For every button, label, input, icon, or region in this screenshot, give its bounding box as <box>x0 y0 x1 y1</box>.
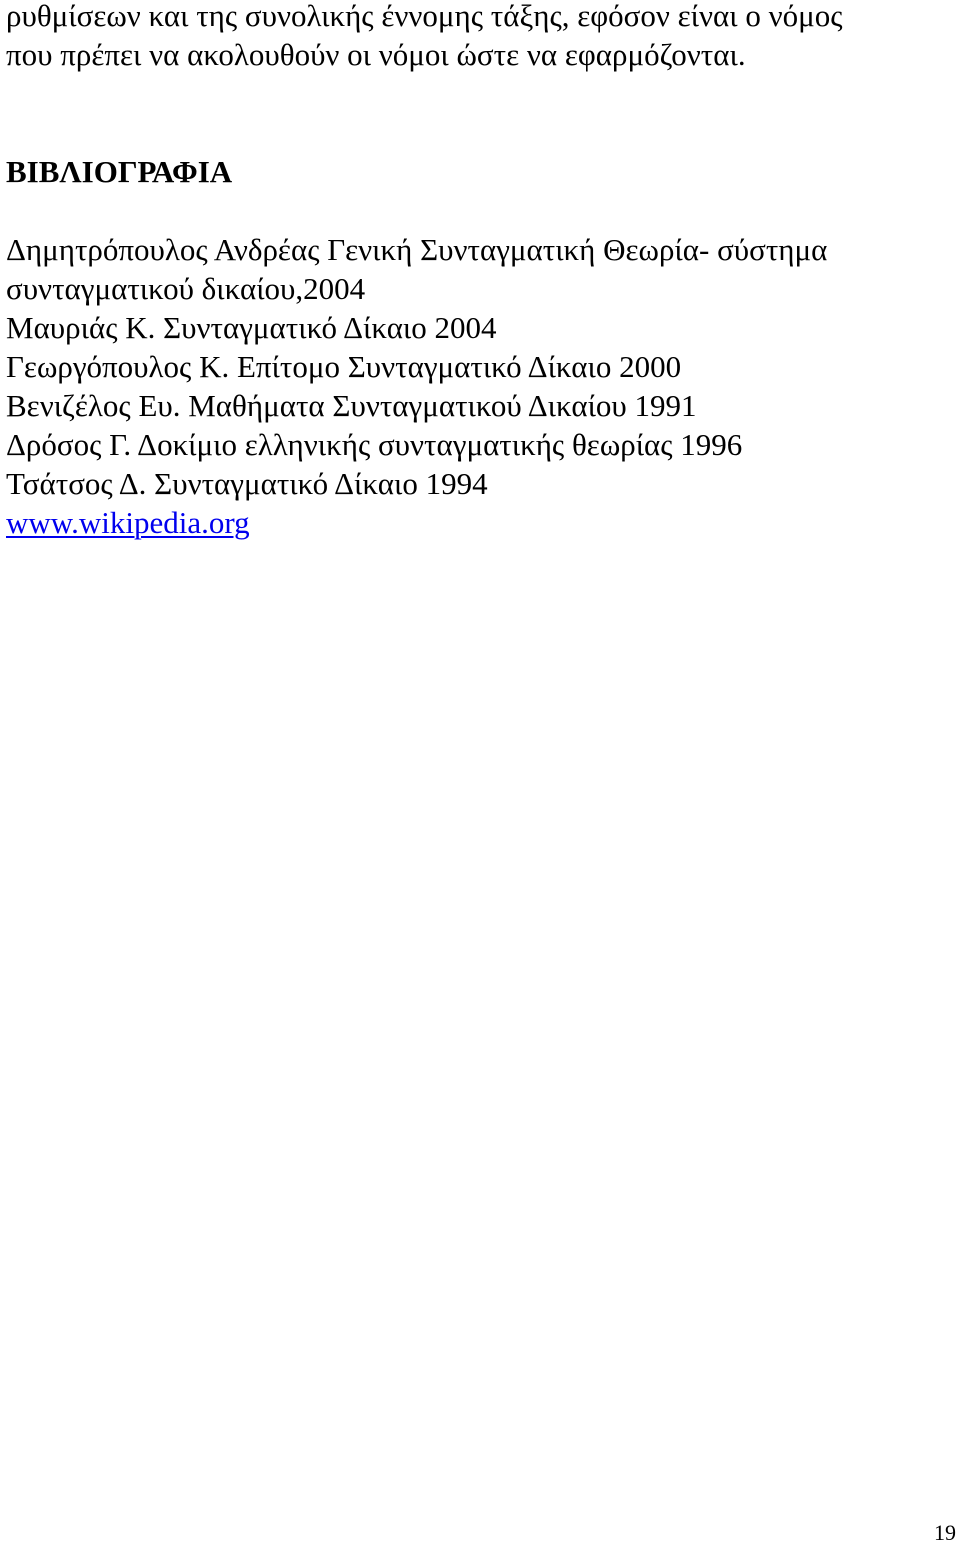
bibliography-entry: Γεωργόπουλος Κ. Επίτομο Συνταγματικό Δίκαιο 2000 <box>6 349 682 384</box>
wikipedia-link[interactable]: www.wikipedia.org <box>6 505 250 540</box>
bibliography-heading: ΒΙΒΛΙΟΓΡΑΦΙΑ <box>6 154 233 189</box>
bibliography-link-line <box>6 503 827 542</box>
bibliography-entry: Μαυριάς Κ. Συνταγματικό Δίκαιο 2004 <box>6 310 497 345</box>
bibliography-entry: Τσάτσος Δ. Συνταγματικό Δίκαιο 1994 <box>6 466 488 501</box>
intro-paragraph <box>6 0 843 74</box>
page-number: 19 <box>934 1520 956 1545</box>
bibliography-entry: Βενιζέλος Ευ. Μαθήματα Συνταγματικού Δικαίου 1991 <box>6 388 697 423</box>
bibliography-entry: συνταγματικού δικαίου,2004 <box>6 271 366 306</box>
bibliography-list <box>6 230 827 542</box>
intro-line: ρυθμίσεων και της συνολικής έννομης τάξης, εφόσον είναι ο νόμος <box>6 0 843 33</box>
bibliography-entry: Δημητρόπουλος Ανδρέας Γενική Συνταγματική Θεωρία- σύστημα <box>6 232 828 267</box>
bibliography-entry: Δρόσος Γ. Δοκίμιο ελληνικής συνταγματικής θεωρίας 1996 <box>6 427 743 462</box>
intro-line: που πρέπει να ακολουθούν οι νόμοι ώστε να εφαρμόζονται. <box>6 37 746 72</box>
